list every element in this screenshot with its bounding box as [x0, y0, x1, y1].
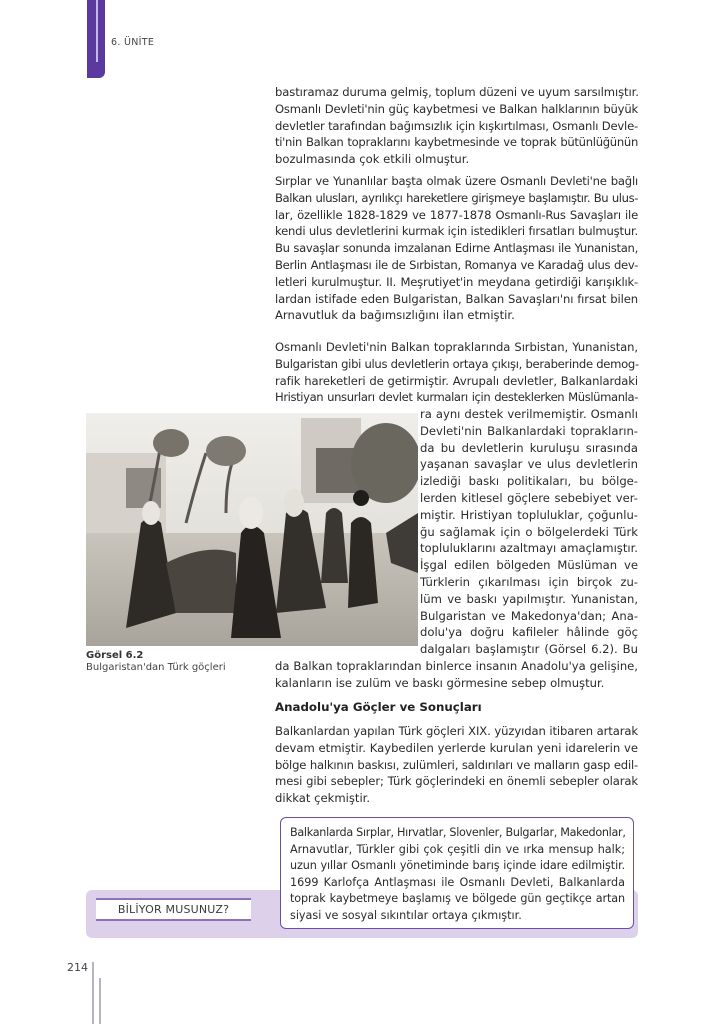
text-line: Bulgaristan ve Makedonya'dan; Ana-: [420, 608, 638, 623]
text-line: yaşanan savaşlar ve ulus devletlerin: [420, 457, 638, 472]
text-line: devam etmiştir. Kaybedilen yerlerde kurulan yeni idarelerin ve: [275, 740, 638, 755]
text-line: Türklerin çıkarılması için birçok zu-: [420, 574, 638, 589]
info-line: Arnavutlar, Türkler gibi çok çeşitli din ve ırka mensup halk;: [290, 842, 625, 856]
text-line: bölge halkının baskısı, zulümleri, saldırıları ve malların gasp edil-: [275, 757, 638, 772]
text-line: Berlin Antlaşması ile de Sırbistan, Romanya ve Karadağ ulus dev-: [275, 257, 638, 272]
info-line: toprak kaybetmeye başlamış ve bölgede gün geçtikçe artan: [290, 892, 625, 906]
text-line: kalanların ise zulüm ve baskı görmesine sebep olmuştur.: [275, 675, 605, 690]
text-line: Balkanlardan yapılan Türk göçleri XIX. yüzyıdan itibaren artarak: [275, 724, 638, 738]
text-line: da Balkan topraklarından binlerce insanın Anadolu'ya gelişine,: [275, 659, 638, 673]
text-line: izlediği baskı politikaları, bu bölge-: [420, 474, 638, 489]
text-line: Hristiyan unsurları devlet kurmaları için desteklerken Müslümanla-: [275, 390, 638, 405]
text-line: İşgal edilen bölgeden Müslüman ve: [420, 558, 638, 573]
text-line: devletler tarafından bağımsızlık için kışkırtılması, Osmanlı Devle-: [275, 118, 638, 133]
text-line: Osmanlı Devleti'nin Balkan topraklarında Sırbistan, Yunanistan,: [275, 340, 638, 354]
text-line: bastıramaz duruma gelmiş, toplum düzeni ve uyum sarsılmıştır.: [275, 85, 639, 99]
text-line: mesi gibi sebepler; Türk göçlerindeki en önemli sebepler olarak: [275, 774, 638, 789]
text-line: Bulgaristan gibi ulus devletlerin ortaya çıkışı, beraberinde demog-: [275, 356, 639, 371]
did-you-know-box: [280, 817, 634, 929]
historical-photo: [86, 413, 418, 646]
figure-title: Görsel 6.2: [86, 650, 144, 661]
info-line: 1699 Karlofça Antlaşması ile Osmanlı Devleti, Balkanlarda: [290, 875, 625, 889]
text-line: Devleti'nin Balkanlardaki toprakların-: [420, 423, 638, 438]
info-line: uzun yıllar Osmanlı yönetiminde barış içinde idare edilmiştir.: [290, 859, 625, 873]
unit-accent-line: [96, 0, 98, 62]
paragraph-4: [275, 723, 638, 807]
text-line: dikkat çekmiştir.: [275, 791, 371, 806]
unit-label: 6. ÜNİTE: [111, 37, 155, 48]
text-line: rafik hareketleri de getirmiştir. Avrupalı devletler, Balkanlardaki: [275, 373, 638, 388]
did-you-know-label: BİLİYOR MUSUNUZ?: [96, 898, 251, 921]
text-line: miştir. Hristiyan topluluklar, çoğunlu-: [420, 507, 638, 522]
info-line: siyasi ve sosyal sıkıntılar ortaya çıkmıştır.: [290, 908, 522, 922]
figure-caption: Bulgaristan'dan Türk göçleri: [86, 662, 226, 673]
text-line: kendi ulus devletlerini kurmak için istedikleri fırsatları bulmuştur.: [275, 224, 638, 239]
text-line: Sırplar ve Yunanlılar başta olmak üzere Osmanlı Devleti'ne bağlı: [275, 174, 638, 188]
section-heading: Anadolu'ya Göçler ve Sonuçları: [275, 700, 482, 714]
text-line: topluluklarını azaltmayı amaçlamıştır.: [420, 541, 638, 556]
text-line: dalgaları başlamıştır (Görsel 6.2). Bu: [420, 642, 638, 657]
info-line: Balkanlarda Sırplar, Hırvatlar, Slovenler, Bulgarlar, Makedonlar,: [290, 826, 626, 839]
footer-decor-line: [99, 978, 101, 1024]
text-line: Balkan ulusları, ayrılıkçı hareketlere girişmeye başlamıştır. Bu ulus-: [275, 190, 638, 205]
photo-illustration: [86, 413, 418, 646]
text-line: dolu'ya doğru kafileler hâlinde göç: [420, 625, 638, 640]
paragraph-3-wrapped: [420, 406, 638, 658]
text-line: lerden kitlesel göçlere sebebiyet ver-: [420, 490, 638, 505]
text-line: letleri kurulmuştur. II. Meşrutiyet'in meydana getirdiği karışıklık-: [275, 274, 638, 289]
text-line: ti'nin Balkan topraklarını kaybetmesinde ve toprak bütünlüğünün: [275, 135, 638, 150]
paragraph-3-top: [275, 339, 638, 406]
text-line: ğu sağlamak için o bölgelerdeki Türk: [420, 524, 638, 539]
text-line: ra aynı destek verilmemiştir. Osmanlı: [420, 407, 638, 421]
paragraph-2: [275, 173, 638, 324]
text-line: lar, özellikle 1828-1829 ve 1877-1878 Osmanlı-Rus Savaşları ile: [275, 207, 638, 222]
text-line: Osmanlı Devleti'nin güç kaybetmesi ve Balkan halklarının büyük: [275, 101, 638, 116]
text-line: Arnavutluk da bağımsızlığını ilan etmiştir.: [275, 308, 515, 323]
page-number: 214: [67, 961, 88, 974]
text-line: bozulmasında çok etkili olmuştur.: [275, 152, 470, 167]
text-line: Bu savaşlar sonunda imzalanan Edirne Antlaşması ile Yunanistan,: [275, 241, 638, 256]
text-line: lardan istifade eden Bulgaristan, Balkan Savaşları'nı fırsat bilen: [275, 291, 638, 306]
unit-accent-bar: [87, 0, 105, 78]
footer-decor-line: [92, 962, 94, 1024]
paragraph-3-end: [275, 658, 638, 692]
text-line: lüm ve baskı yapılmıştır. Yunanistan,: [420, 591, 638, 606]
paragraph-1: [275, 84, 638, 168]
text-line: da bu devletlerin kuruluşu sırasında: [420, 440, 638, 455]
